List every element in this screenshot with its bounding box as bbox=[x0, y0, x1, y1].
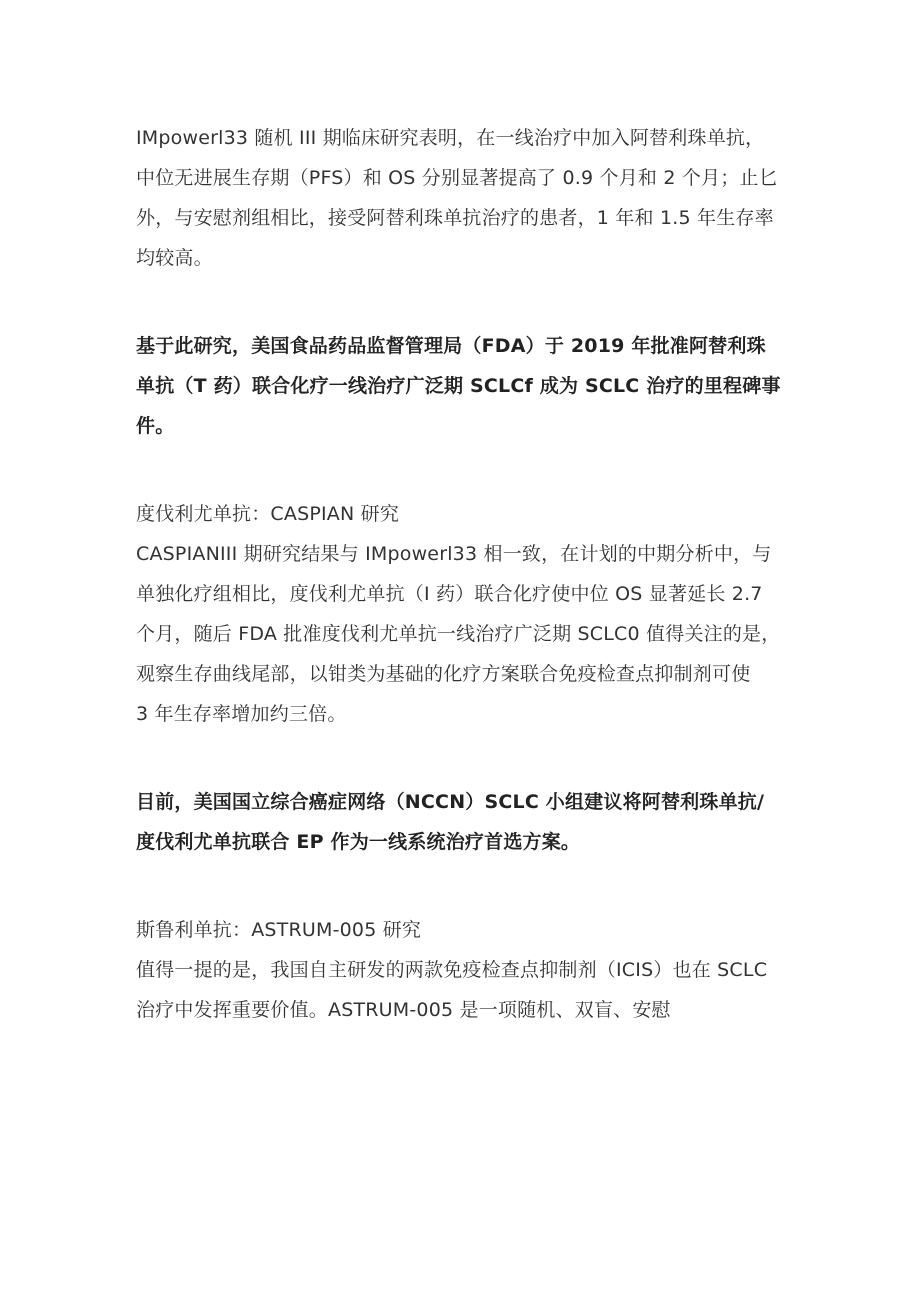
section-subtitle: 斯鲁利单抗：ASTRUM-005 研究 bbox=[136, 919, 422, 941]
text-line: 件。 bbox=[136, 415, 175, 437]
paragraph-impower-result bbox=[136, 118, 816, 278]
paragraph-astrum bbox=[136, 910, 816, 1030]
paragraph-nccn bbox=[136, 782, 816, 862]
text-line: 目前，美国国立综合癌症网络（NCCN）SCLC 小组建议将阿替利珠单抗/ bbox=[136, 791, 765, 813]
paragraph-spacer bbox=[136, 446, 816, 494]
paragraph-spacer bbox=[136, 862, 816, 910]
section-subtitle: 度伐利尤单抗：CASPIAN 研究 bbox=[136, 503, 400, 525]
text-line: 均较高。 bbox=[136, 247, 213, 269]
document-body bbox=[136, 118, 816, 1030]
paragraph-fda-approval bbox=[136, 326, 816, 446]
text-line: 个月，随后 FDA 批准度伐利尤单抗一线治疗广泛期 SCLC0 值得关注的是， bbox=[136, 623, 781, 645]
text-line: 值得一提的是，我国自主研发的两款免疫检查点抑制剂（ICIS）也在 SCLC bbox=[136, 959, 768, 981]
text-line: 治疗中发挥重要价值。ASTRUM-005 是一项随机、双盲、安慰 bbox=[136, 999, 671, 1021]
text-line: 观察生存曲线尾部，以钳类为基础的化疗方案联合免疫检查点抑制剂可使 bbox=[136, 663, 751, 685]
paragraph-spacer bbox=[136, 278, 816, 326]
text-line: 度伐利尤单抗联合 EP 作为一线系统治疗首选方案。 bbox=[136, 831, 581, 853]
text-line: IMpowerl33 随机 III 期临床研究表明，在一线治疗中加入阿替利珠单抗， bbox=[136, 127, 765, 149]
text-line: 中位无进展生存期（PFS）和 OS 分别显著提高了 0.9 个月和 2 个月；止匕 bbox=[136, 167, 778, 189]
text-line: 3 年生存率增加约三倍。 bbox=[136, 703, 347, 725]
paragraph-spacer bbox=[136, 734, 816, 782]
paragraph-caspian bbox=[136, 494, 816, 734]
text-line: 基于此研究，美国食品药品监督管理局（FDA）于 2019 年批准阿替利珠 bbox=[136, 335, 766, 357]
text-line: CASPIANIII 期研究结果与 IMpowerl33 相一致，在计划的中期分析中，与 bbox=[136, 543, 772, 565]
text-line: 外，与安慰剂组相比，接受阿替利珠单抗治疗的患者，1 年和 1.5 年生存率 bbox=[136, 207, 774, 229]
text-line: 单抗（T 药）联合化疗一线治疗广泛期 SCLCf 成为 SCLC 治疗的里程碑事 bbox=[136, 375, 781, 397]
text-line: 单独化疗组相比，度伐利尤单抗（I 药）联合化疗使中位 OS 显著延长 2.7 bbox=[136, 583, 763, 605]
